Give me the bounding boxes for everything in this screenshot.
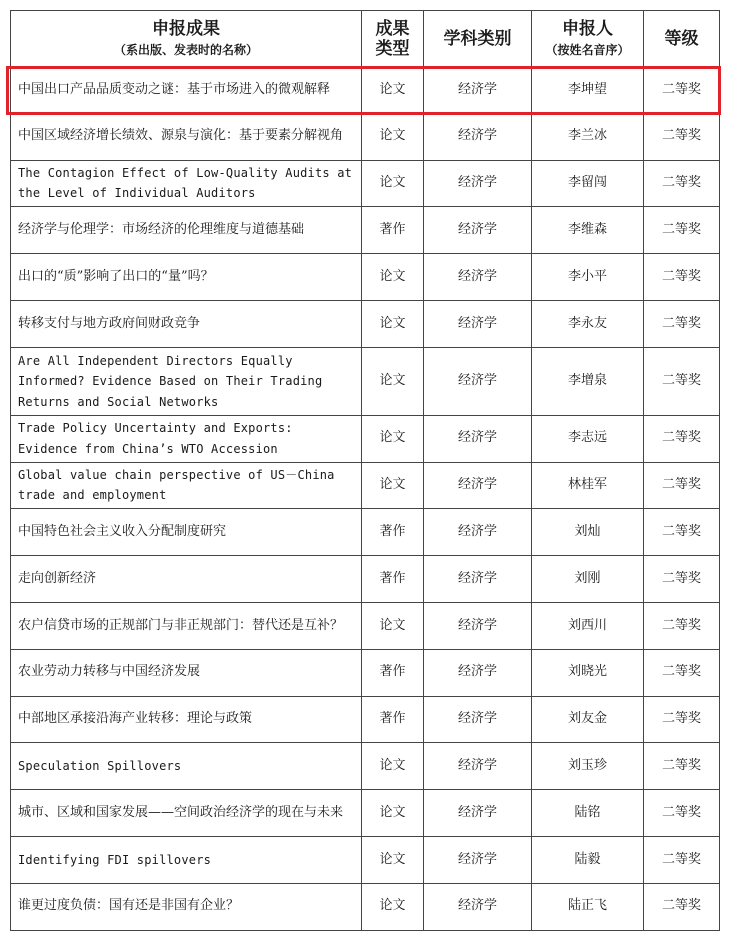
table-row [11,556,720,603]
row-subject: 经济学 [424,509,532,556]
row-type: 论文 [362,883,424,930]
row-grade: 二等奖 [644,462,720,509]
row-grade: 二等奖 [644,415,720,462]
table-row [11,415,720,462]
row-type: 著作 [362,207,424,254]
header-applicant-sub: （按姓名音序） [545,43,630,57]
row-subject: 经济学 [424,696,532,743]
row-subject: 经济学 [424,743,532,790]
row-type: 论文 [362,254,424,301]
row-subject: 经济学 [424,462,532,509]
awards-table [10,10,720,931]
row-applicant: 刘灿 [532,509,644,556]
table-row [11,300,720,347]
row-applicant: 林桂军 [532,462,644,509]
table-row [11,509,720,556]
row-title: 城市、区域和国家发展——空间政治经济学的现在与未来 [11,790,362,837]
row-subject: 经济学 [424,883,532,930]
row-type: 论文 [362,415,424,462]
row-grade: 二等奖 [644,160,720,207]
row-subject: 经济学 [424,415,532,462]
table-row [11,649,720,696]
row-subject: 经济学 [424,649,532,696]
row-title: Speculation Spillovers [11,743,362,790]
row-subject: 经济学 [424,602,532,649]
table-row [11,67,720,114]
header-title [11,11,362,67]
row-applicant: 陆铭 [532,790,644,837]
header-applicant [532,11,644,67]
row-title: 经济学与伦理学：市场经济的伦理维度与道德基础 [11,207,362,254]
row-applicant: 李永友 [532,300,644,347]
table-row [11,462,720,509]
row-type: 论文 [362,113,424,160]
row-title: 农户信贷市场的正规部门与非正规部门：替代还是互补？ [11,602,362,649]
row-applicant: 陆毅 [532,836,644,883]
row-subject: 经济学 [424,790,532,837]
row-title: The Contagion Effect of Low-Quality Audits at the Level of Individual Auditors [11,160,362,207]
row-subject: 经济学 [424,347,532,415]
row-title: 转移支付与地方政府间财政竞争 [11,300,362,347]
row-grade: 二等奖 [644,509,720,556]
row-applicant: 李兰冰 [532,113,644,160]
row-grade: 二等奖 [644,207,720,254]
row-applicant: 陆正飞 [532,883,644,930]
row-subject: 经济学 [424,67,532,114]
row-title: 谁更过度负债：国有还是非国有企业？ [11,883,362,930]
row-type: 著作 [362,696,424,743]
header-row [11,11,720,67]
row-type: 论文 [362,160,424,207]
row-grade: 二等奖 [644,556,720,603]
header-subject-label: 学科类别 [443,28,512,49]
row-applicant: 李增泉 [532,347,644,415]
table-row [11,743,720,790]
table-row [11,790,720,837]
row-grade: 二等奖 [644,300,720,347]
row-title: 农业劳动力转移与中国经济发展 [11,649,362,696]
row-grade: 二等奖 [644,790,720,837]
row-type: 论文 [362,67,424,114]
row-subject: 经济学 [424,300,532,347]
row-title: Trade Policy Uncertainty and Exports: Evidence from China’s WTO Accession [11,415,362,462]
row-grade: 二等奖 [644,743,720,790]
row-type: 论文 [362,790,424,837]
row-title: 走向创新经济 [11,556,362,603]
row-subject: 经济学 [424,556,532,603]
row-type: 论文 [362,347,424,415]
row-grade: 二等奖 [644,836,720,883]
row-title: 中国特色社会主义收入分配制度研究 [11,509,362,556]
header-type [362,11,424,67]
row-grade: 二等奖 [644,696,720,743]
row-title: 中国区域经济增长绩效、源泉与演化：基于要素分解视角 [11,113,362,160]
table-row [11,207,720,254]
row-title: 中部地区承接沿海产业转移：理论与政策 [11,696,362,743]
table-row [11,113,720,160]
row-applicant: 刘西川 [532,602,644,649]
row-type: 著作 [362,509,424,556]
header-applicant-label: 申报人 [562,19,613,39]
row-grade: 二等奖 [644,649,720,696]
row-title: Are All Independent Directors Equally Informed? Evidence Based on Their Trading Returns and Social Networks [11,347,362,415]
row-type: 论文 [362,836,424,883]
row-title: Global value chain perspective of US－China trade and employment [11,462,362,509]
row-grade: 二等奖 [644,113,720,160]
row-applicant: 李维森 [532,207,644,254]
row-applicant: 刘刚 [532,556,644,603]
row-type: 著作 [362,649,424,696]
row-grade: 二等奖 [644,883,720,930]
row-applicant: 刘友金 [532,696,644,743]
row-type: 论文 [362,462,424,509]
header-grade-label: 等级 [664,28,699,49]
table-row [11,160,720,207]
row-subject: 经济学 [424,254,532,301]
table-row [11,883,720,930]
table-row [11,602,720,649]
row-type: 著作 [362,556,424,603]
row-type: 论文 [362,300,424,347]
table-row [11,347,720,415]
row-applicant: 刘晓光 [532,649,644,696]
row-title: Identifying FDI spillovers [11,836,362,883]
row-grade: 二等奖 [644,602,720,649]
row-title: 中国出口产品品质变动之谜：基于市场进入的微观解释 [11,67,362,114]
header-subject [424,11,532,67]
header-type-label: 成果类型 [375,18,410,59]
row-applicant: 李志远 [532,415,644,462]
table-row [11,696,720,743]
row-applicant: 李坤望 [532,67,644,114]
table-row [11,836,720,883]
row-type: 论文 [362,602,424,649]
row-subject: 经济学 [424,836,532,883]
header-title-sub: （系出版、发表时的名称） [113,43,258,57]
row-title: 出口的“质”影响了出口的“量”吗？ [11,254,362,301]
row-applicant: 刘玉珍 [532,743,644,790]
header-grade [644,11,720,67]
row-applicant: 李留闯 [532,160,644,207]
row-applicant: 李小平 [532,254,644,301]
row-grade: 二等奖 [644,67,720,114]
row-subject: 经济学 [424,207,532,254]
row-grade: 二等奖 [644,254,720,301]
row-subject: 经济学 [424,113,532,160]
table-row [11,254,720,301]
header-title-label: 申报成果 [152,19,220,39]
row-subject: 经济学 [424,160,532,207]
row-grade: 二等奖 [644,347,720,415]
row-type: 论文 [362,743,424,790]
